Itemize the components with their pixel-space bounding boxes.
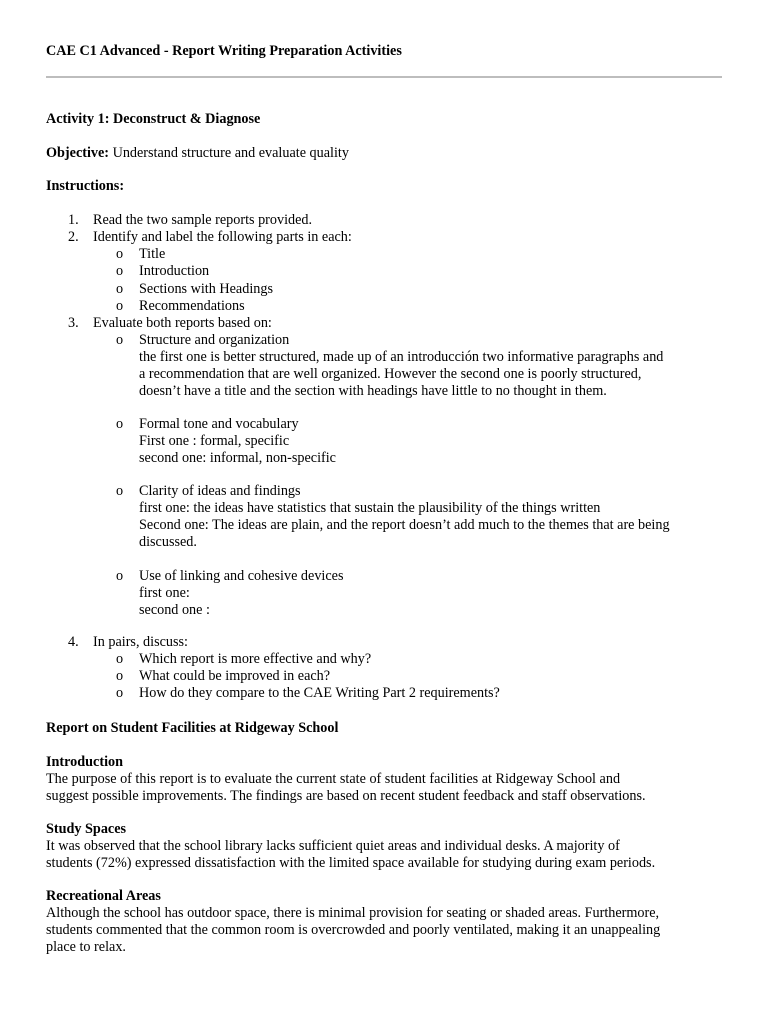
list-item-text: In pairs, discuss: — [93, 634, 188, 650]
list-number: 4. — [68, 634, 79, 650]
criterion-tone — [139, 416, 729, 467]
report-introduction — [46, 754, 726, 805]
criterion-clarity — [139, 483, 729, 551]
answer-line: first one: the ideas have statistics that sustain the plausibility of the things written — [139, 500, 601, 516]
objective-line — [46, 145, 726, 162]
sub-item: Recommendations — [139, 298, 245, 314]
answer-line: first one: — [139, 585, 190, 601]
instructions-label: Instructions: — [46, 178, 125, 194]
report-title: Report on Student Facilities at Ridgeway School — [46, 720, 339, 736]
list-number: 2. — [68, 229, 79, 245]
list-item-text: Evaluate both reports based on: — [93, 315, 272, 331]
list-number: 3. — [68, 315, 79, 331]
answer-line: second one : — [139, 602, 210, 618]
criterion-linking — [139, 568, 729, 619]
paragraph-line: students (72%) expressed dissatisfaction with the limited space available for studying during exam periods. — [46, 855, 656, 871]
answer-line: the first one is better structured, made up of an introducción two informative paragraphs and — [139, 349, 664, 365]
report-study-spaces — [46, 821, 726, 872]
report-recreational-areas — [46, 888, 726, 956]
criterion-label: Formal tone and vocabulary — [139, 416, 299, 432]
answer-line: discussed. — [139, 534, 197, 550]
paragraph-line: suggest possible improvements. The findings are based on recent student feedback and staff observations. — [46, 788, 646, 804]
answer-line: First one : formal, specific — [139, 433, 290, 449]
sub-item: What could be improved in each? — [139, 668, 331, 684]
sub-item: Sections with Headings — [139, 281, 273, 297]
objective-label: Objective: — [46, 145, 110, 161]
bullet-marker: o — [116, 651, 124, 667]
bullet-marker: o — [116, 416, 124, 432]
paragraph-line: Although the school has outdoor space, there is minimal provision for seating or shaded areas. Furthermore, — [46, 905, 660, 921]
bullet-marker: o — [116, 263, 124, 279]
sub-item: Title — [139, 246, 166, 262]
paragraph-line: students commented that the common room is overcrowded and poorly ventilated, making it an unappealing — [46, 922, 661, 938]
bullet-marker: o — [116, 281, 124, 297]
bullet-marker: o — [116, 685, 124, 701]
title-divider — [46, 76, 722, 78]
paragraph-line: place to relax. — [46, 939, 126, 955]
section-heading: Recreational Areas — [46, 888, 161, 904]
section-heading: Introduction — [46, 754, 123, 770]
list-number: 1. — [68, 212, 79, 228]
sub-item: Introduction — [139, 263, 210, 279]
section-heading: Study Spaces — [46, 821, 127, 837]
criterion-label: Clarity of ideas and findings — [139, 483, 301, 499]
bullet-marker: o — [116, 332, 124, 348]
sub-item: Which report is more effective and why? — [139, 651, 372, 667]
bullet-marker: o — [116, 483, 124, 499]
bullet-marker: o — [116, 668, 124, 684]
bullet-marker: o — [116, 298, 124, 314]
answer-line: second one: informal, non-specific — [139, 450, 336, 466]
list-item-text: Read the two sample reports provided. — [93, 212, 313, 228]
list-item-text: Identify and label the following parts in each: — [93, 229, 352, 245]
answer-line: a recommendation that are well organized. However the second one is poorly structured, — [139, 366, 642, 382]
activity-heading: Activity 1: Deconstruct & Diagnose — [46, 111, 261, 127]
criterion-structure — [139, 332, 729, 400]
criterion-label: Use of linking and cohesive devices — [139, 568, 344, 584]
paragraph-line: The purpose of this report is to evaluate the current state of student facilities at Ridgeway School and — [46, 771, 621, 787]
answer-line: doesn’t have a title and the section with headings have little to no thought in them. — [139, 383, 607, 399]
answer-line: Second one: The ideas are plain, and the report doesn’t add much to the themes that are being — [139, 517, 670, 533]
objective-text: Understand structure and evaluate quality — [109, 145, 349, 161]
bullet-marker: o — [116, 246, 124, 262]
paragraph-line: It was observed that the school library lacks sufficient quiet areas and individual desks. A majority of — [46, 838, 620, 854]
bullet-marker: o — [116, 568, 124, 584]
sub-item: How do they compare to the CAE Writing Part 2 requirements? — [139, 685, 500, 701]
document-title: CAE C1 Advanced - Report Writing Preparation Activities — [46, 43, 402, 59]
criterion-label: Structure and organization — [139, 332, 290, 348]
